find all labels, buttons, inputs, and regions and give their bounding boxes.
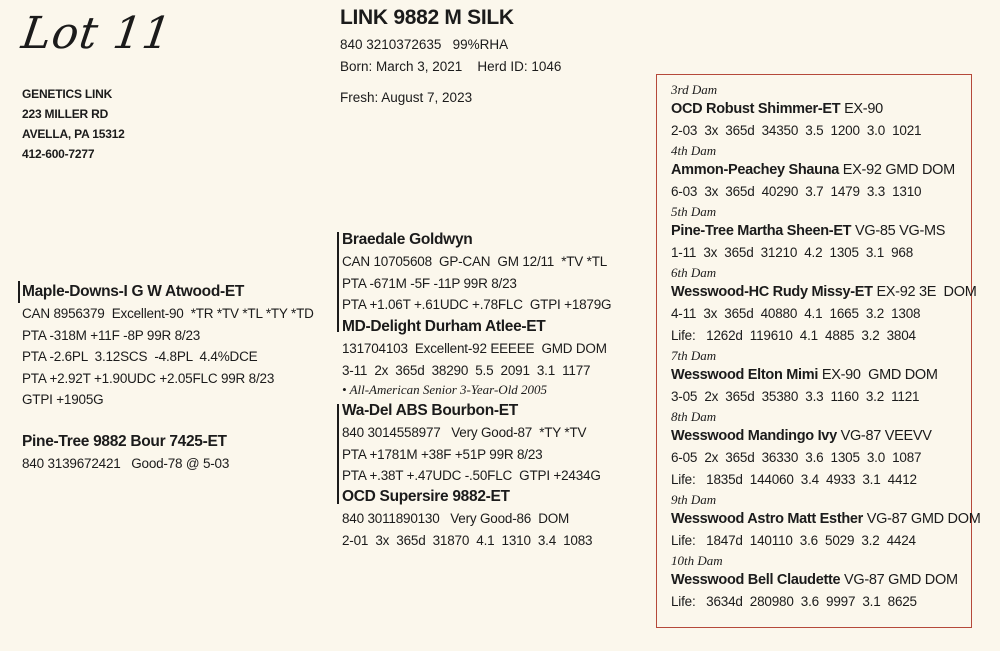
dam-name: Pine-Tree 9882 Bour 7425-ET [22,433,227,450]
dam-sire-block [342,400,601,487]
dam-entry-record: 2-03 3x 365d 34350 3.5 1200 3.0 1021 [671,123,922,138]
dam-dam-line: 840 3011890130 Very Good-86 DOM [342,511,570,526]
dam-entry-record: 4-11 3x 365d 40880 4.1 1665 3.2 1308 [671,306,921,321]
dam-entry-classification: EX-92 3E DOM [876,284,977,300]
sire-line: CAN 8956379 Excellent-90 *TR *TV *TL *TY *TD [22,306,314,321]
sire-sire-block [342,229,611,316]
lot-number: Lot 11 [18,8,175,59]
dam-entry-10 [671,552,971,613]
maternal-lineage-box [656,74,981,628]
sire-line: PTA +2.92T +1.90UDC +2.05FLC 99R 8/23 [22,370,275,386]
dam-block [22,431,229,475]
dam-entry-classification: VG-87 GMD DOM [844,572,958,588]
dam-dam-block [342,486,592,551]
dam-entry-name [671,509,981,530]
seller-name: GENETICS LINK [22,87,113,101]
dam-entry-9 [671,491,981,552]
dam-entry-name [671,365,971,386]
sire-bracket [18,281,20,303]
sire-sire-bracket [337,232,339,332]
seller-info [22,84,125,164]
cow-info [340,34,561,78]
dam-entry-classification: EX-92 GMD DOM [842,162,955,178]
dam-sire-line: PTA +1781M +38F +51P 99R 8/23 [342,446,543,462]
sire-sire-line: PTA +1.06T +.61UDC +.78FLC GTPI +1879G [342,297,612,312]
dam-generation-label: 7th Dam [671,348,717,363]
dam-entry-name [671,221,971,242]
dam-entry-lifetime: Life: 1262d 119610 4.1 4885 3.2 3804 [671,328,916,343]
dam-entry-classification: VG-87 VEEVV [840,428,932,444]
dam-entry-title: Wesswood Elton Mimi [671,367,819,383]
dam-sire-name: Wa-Del ABS Bourbon-ET [342,402,518,419]
sire-dam-block [342,316,607,399]
cow-born: Born: March 3, 2021 Herd ID: 1046 [340,59,562,74]
dam-generation-label: 6th Dam [671,265,717,280]
seller-phone: 412-600-7277 [22,147,95,161]
sire-line: PTA -318M +11F -8P 99R 8/23 [22,327,201,343]
dam-entry-lifetime: Life: 1835d 144060 3.4 4933 3.1 4412 [671,472,917,487]
dam-generation-label: 4th Dam [671,143,717,158]
dam-entry-record: 6-05 2x 365d 36330 3.6 1305 3.0 1087 [671,450,922,465]
dam-generation-label: 10th Dam [671,553,723,568]
dam-entry-classification: VG-87 GMD DOM [866,511,981,527]
dam-line: 840 3139672421 Good-78 @ 5-03 [22,456,230,471]
dam-entry-lifetime: Life: 1847d 140110 3.6 5029 3.2 4424 [671,533,916,548]
dam-sire-bracket [337,404,339,504]
sire-dam-award: • All-American Senior 3-Year-Old 2005 [342,382,548,397]
dam-entry-classification: EX-90 GMD DOM [821,367,938,383]
dam-entry-name [671,570,971,591]
cow-registration: 840 3210372635 99%RHA [340,37,509,52]
sire-line: GTPI +1905G [22,392,104,407]
dam-entry-classification: EX-90 [844,101,883,117]
dam-entry-title: Wesswood Mandingo Ivy [671,428,837,444]
sire-dam-name: MD-Delight Durham Atlee-ET [342,318,546,335]
dam-entry-4 [671,142,971,203]
dam-entry-5 [671,203,971,264]
dam-dam-name: OCD Supersire 9882-ET [342,488,510,505]
dam-entry-name [671,160,971,181]
dam-entry-record: 1-11 3x 365d 31210 4.2 1305 3.1 968 [671,245,914,260]
dam-entry-8 [671,408,971,491]
dam-generation-label: 9th Dam [671,492,717,507]
dam-entry-title: Pine-Tree Martha Sheen-ET [671,223,852,239]
dam-sire-line: 840 3014558977 Very Good-87 *TY *TV [342,425,587,440]
dam-entry-record: 3-05 2x 365d 35380 3.3 1160 3.2 1121 [671,389,920,404]
cow-name: LINK 9882 M SILK [340,6,514,29]
sire-dam-line: 3-11 2x 365d 38290 5.5 2091 3.1 1177 [342,362,591,378]
dam-entry-record: 6-03 3x 365d 40290 3.7 1479 3.3 1310 [671,184,922,199]
dam-entry-title: Ammon-Peachey Shauna [671,162,840,178]
dam-entry-name [671,426,971,447]
sire-dam-line: 131704103 Excellent-92 EEEEE GMD DOM [342,341,607,356]
dam-entry-title: Wesswood-HC Rudy Missy-ET [671,284,873,300]
dam-generation-label: 3rd Dam [671,82,718,97]
sire-sire-name: Braedale Goldwyn [342,231,473,248]
dam-entry-6 [671,264,977,347]
cow-fresh-date: Fresh: August 7, 2023 [340,90,473,105]
dam-entry-lifetime: Life: 3634d 280980 3.6 9997 3.1 8625 [671,594,917,609]
seller-address-line1: 223 MILLER RD [22,107,109,121]
sire-name: Maple-Downs-I G W Atwood-ET [22,283,245,300]
dam-entry-3 [671,81,971,142]
dam-dam-line: 2-01 3x 365d 31870 4.1 1310 3.4 1083 [342,532,593,548]
dam-entry-name [671,99,971,120]
sire-sire-line: PTA -671M -5F -11P 99R 8/23 [342,275,517,291]
dam-entry-title: Wesswood Astro Matt Esther [671,511,864,527]
dam-generation-label: 8th Dam [671,409,717,424]
sire-line: PTA -2.6PL 3.12SCS -4.8PL 4.4%DCE [22,349,258,364]
dam-sire-line: PTA +.38T +.47UDC -.50FLC GTPI +2434G [342,468,601,483]
dam-entry-name [671,282,977,303]
dam-generation-label: 5th Dam [671,204,717,219]
dam-entry-title: OCD Robust Shimmer-ET [671,101,841,117]
seller-address-line2: AVELLA, PA 15312 [22,127,125,141]
sire-block [22,281,314,411]
sire-sire-line: CAN 10705608 GP-CAN GM 12/11 *TV *TL [342,254,608,269]
dam-entry-7 [671,347,971,408]
dam-entry-title: Wesswood Bell Claudette [671,572,841,588]
dam-entry-classification: VG-85 VG-MS [854,223,946,239]
